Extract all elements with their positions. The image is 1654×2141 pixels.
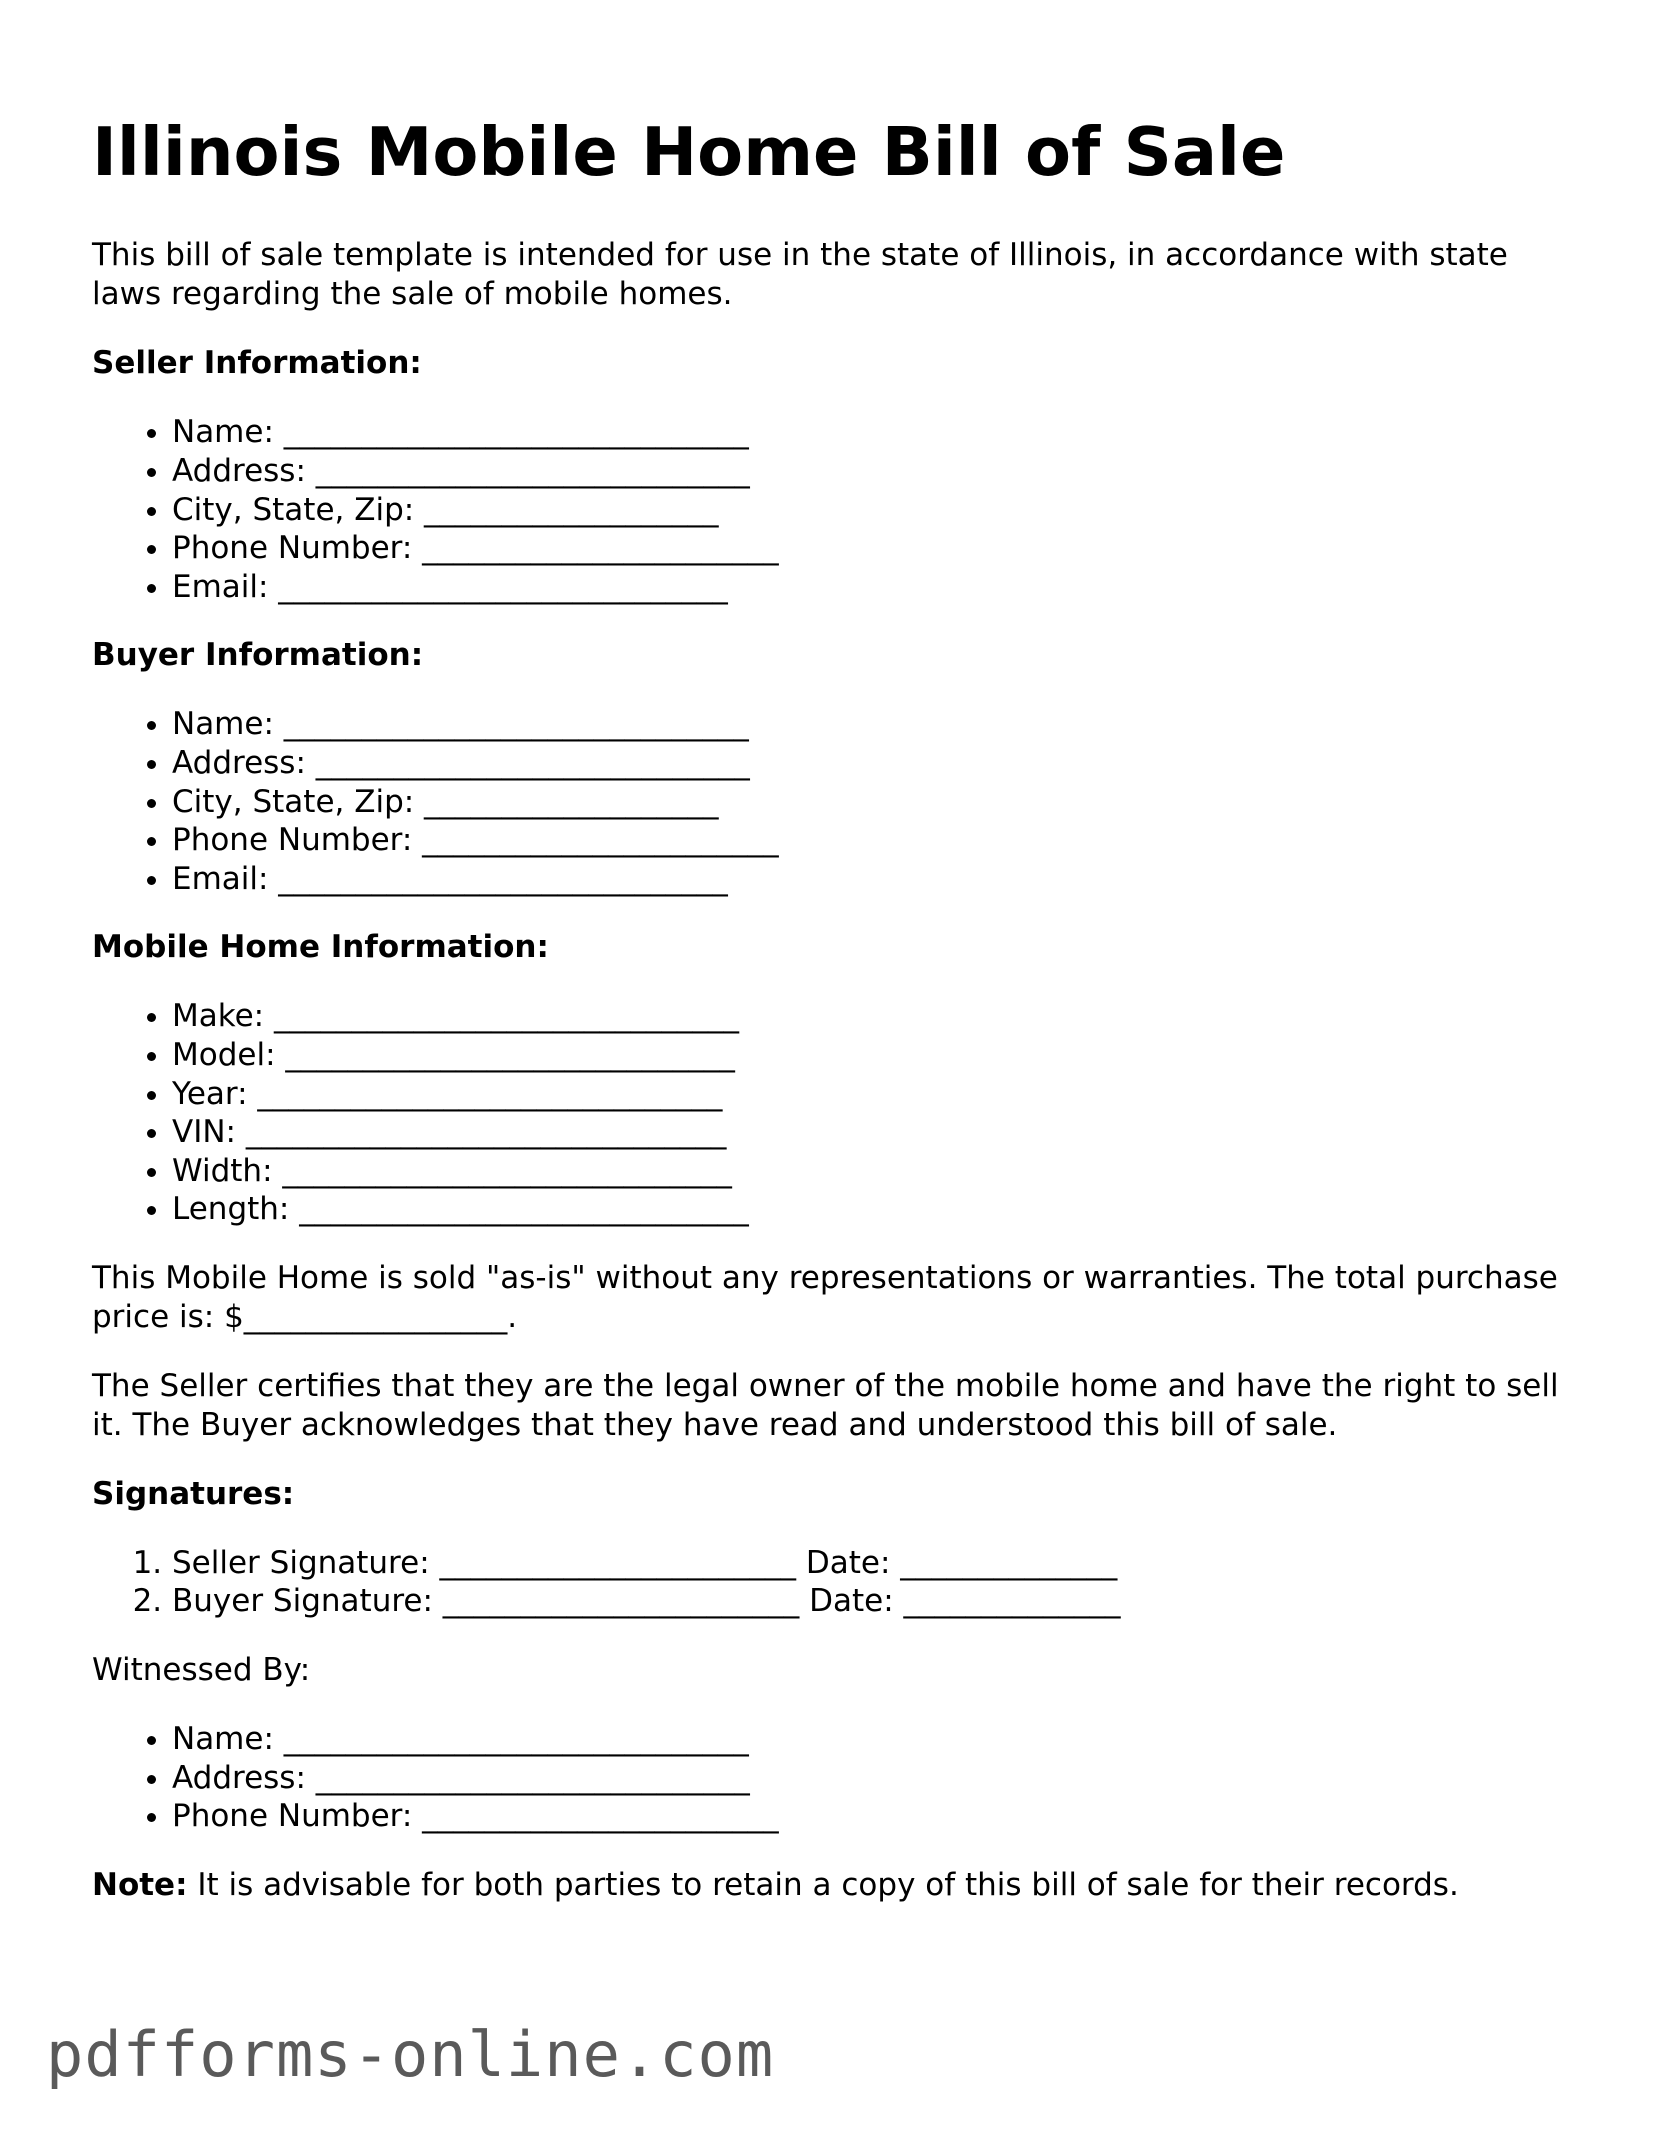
seller-city-state-zip-field: • City, State, Zip: ___________________ [172,491,1572,530]
buyer-signature-line: 2. Buyer Signature: _______________________ Date: ______________ [172,1582,1572,1621]
seller-signature-line: 1. Seller Signature: _______________________ Date: ______________ [172,1544,1572,1583]
buyer-name-field: • Name: ______________________________ [172,705,1572,744]
make-field: • Make: ______________________________ [172,997,1572,1036]
witness-name-field: • Name: ______________________________ [172,1720,1572,1759]
vin-field: • VIN: _______________________________ [172,1113,1572,1152]
buyer-heading: Buyer Information: [92,637,424,674]
buyer-city-state-zip-field: • City, State, Zip: ___________________ [172,783,1572,822]
seller-heading: Seller Information: [92,345,422,382]
seller-fields [92,413,1572,606]
mobile-home-fields [92,997,1572,1229]
note-paragraph [92,1866,1572,1905]
buyer-phone-field: • Phone Number: _______________________ [172,821,1572,860]
intro-paragraph: This bill of sale template is intended for use in the state of Illinois, in accordance with state laws regarding the sale of mobile homes. [92,237,1508,313]
year-field: • Year: ______________________________ [172,1075,1572,1114]
document-title: Illinois Mobile Home Bill of Sale [92,113,1286,191]
note-text: It is advisable for both parties to retain a copy of this bill of sale for their records. [187,1866,1459,1903]
seller-name-field: • Name: ______________________________ [172,413,1572,452]
width-field: • Width: _____________________________ [172,1152,1572,1191]
witness-address-field: • Address: ____________________________ [172,1759,1572,1798]
buyer-address-field: • Address: ____________________________ [172,744,1572,783]
as-is-paragraph: This Mobile Home is sold "as-is" without any representations or warranties. The total purchase price is: $_________________. [92,1259,1558,1335]
seller-email-field: • Email: _____________________________ [172,568,1572,607]
certification-paragraph: The Seller certifies that they are the legal owner of the mobile home and have the right to sell it. The Buyer acknowledges that they have read and understood this bill of sale. [92,1367,1559,1443]
witness-label: Witnessed By: [92,1652,311,1689]
document-page [92,112,1572,1905]
buyer-fields [92,705,1572,898]
watermark: pdfforms-online.com [46,2018,775,2091]
witness-fields [92,1720,1572,1836]
length-field: • Length: _____________________________ [172,1190,1572,1229]
seller-phone-field: • Phone Number: _______________________ [172,529,1572,568]
signatures-heading: Signatures: [92,1475,295,1512]
note-label: Note: [92,1866,188,1903]
seller-address-field: • Address: ____________________________ [172,452,1572,491]
mobile-home-heading: Mobile Home Information: [92,929,549,966]
model-field: • Model: _____________________________ [172,1036,1572,1075]
signature-lines [92,1544,1572,1621]
buyer-email-field: • Email: _____________________________ [172,860,1572,899]
witness-phone-field: • Phone Number: _______________________ [172,1797,1572,1836]
